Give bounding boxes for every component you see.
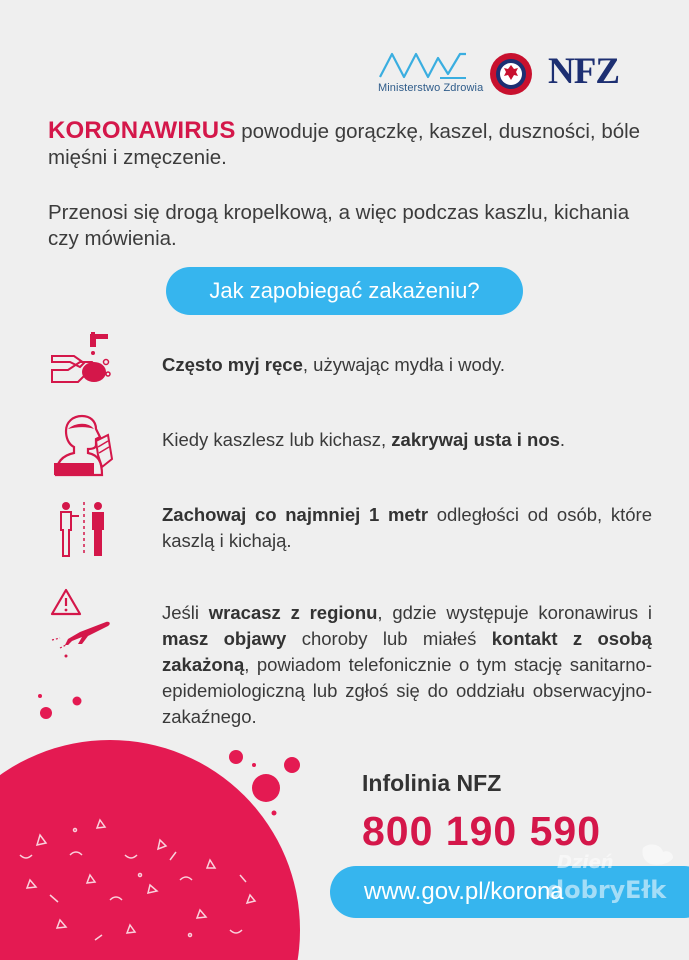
tip-4-text-d: , powiadom telefonicznie o tym stację sanitarno-epidemiologiczną lub zgłoś się do oddziału obserwacyjno-zakaźnego. [162, 654, 652, 727]
tip-4-bold-b: masz objawy [162, 628, 287, 649]
intro-paragraph [48, 118, 648, 171]
warning-travel-icon [50, 588, 112, 660]
hand-washing-icon [50, 330, 112, 388]
tip-2-text-b: . [559, 429, 566, 450]
tip-hand-washing [162, 352, 652, 378]
tip-2-bold: zakrywaj usta i nos [391, 429, 560, 450]
transmission-paragraph: Przenosi się drogą kropelkową, a więc podczas kaszlu, kichania czy mówienia. [48, 201, 630, 250]
sanitary-inspection-seal-icon [489, 52, 533, 96]
website-url[interactable]: www.gov.pl/korona [364, 878, 564, 905]
ministry-of-health-logo [378, 50, 484, 94]
tip-3-bold: Zachowaj co najmniej 1 metr [162, 504, 429, 525]
tip-4-text-b: , gdzie występuje koronawirus i [377, 602, 652, 623]
tip-4-text-c: choroby lub miałeś [286, 628, 492, 649]
dzien-dobry-elk-watermark-icon [543, 840, 683, 910]
ministry-logo-mark-icon [378, 50, 468, 80]
infoline-title: Infolinia NFZ [362, 770, 502, 796]
ministry-caption: Ministerstwo Zdrowia [378, 82, 484, 94]
svg-text:Dzień: Dzień [557, 852, 614, 873]
tip-3-text: odległości od osób, które kaszlą i kichają. [162, 504, 652, 551]
tip-cover-mouth [162, 427, 652, 453]
tip-4-text-a: Jeśli [162, 602, 209, 623]
svg-text:Ełk: Ełk [625, 876, 667, 904]
koronawirus-keyword: KORONAWIRUS [48, 117, 236, 144]
intro-line-1: powoduje gorączkę, kaszel, duszności, bóle mięśni i zmęczenie. [48, 120, 641, 169]
tip-4-bold-a: wracasz z regionu [208, 602, 378, 623]
cough-cover-icon [50, 413, 116, 477]
virus-decoration-icon [0, 680, 320, 960]
tip-2-text-a: Kiedy kaszlesz lub kichasz, [162, 429, 392, 450]
infoline-phone-number[interactable]: 800 190 590 [362, 808, 602, 854]
distance-icon [56, 500, 108, 558]
nfz-logo: NFZ [548, 51, 619, 92]
tip-1-text: , używając mydła i wody. [302, 354, 506, 375]
tip-4-bold-c: kontakt z osobą zakażoną [162, 628, 652, 675]
svg-text:dobry: dobry [547, 876, 626, 904]
prevention-heading-pill: Jak zapobiegać zakażeniu? [166, 267, 523, 315]
tip-1-bold: Często myj ręce [162, 354, 303, 375]
tip-distance [162, 502, 652, 554]
